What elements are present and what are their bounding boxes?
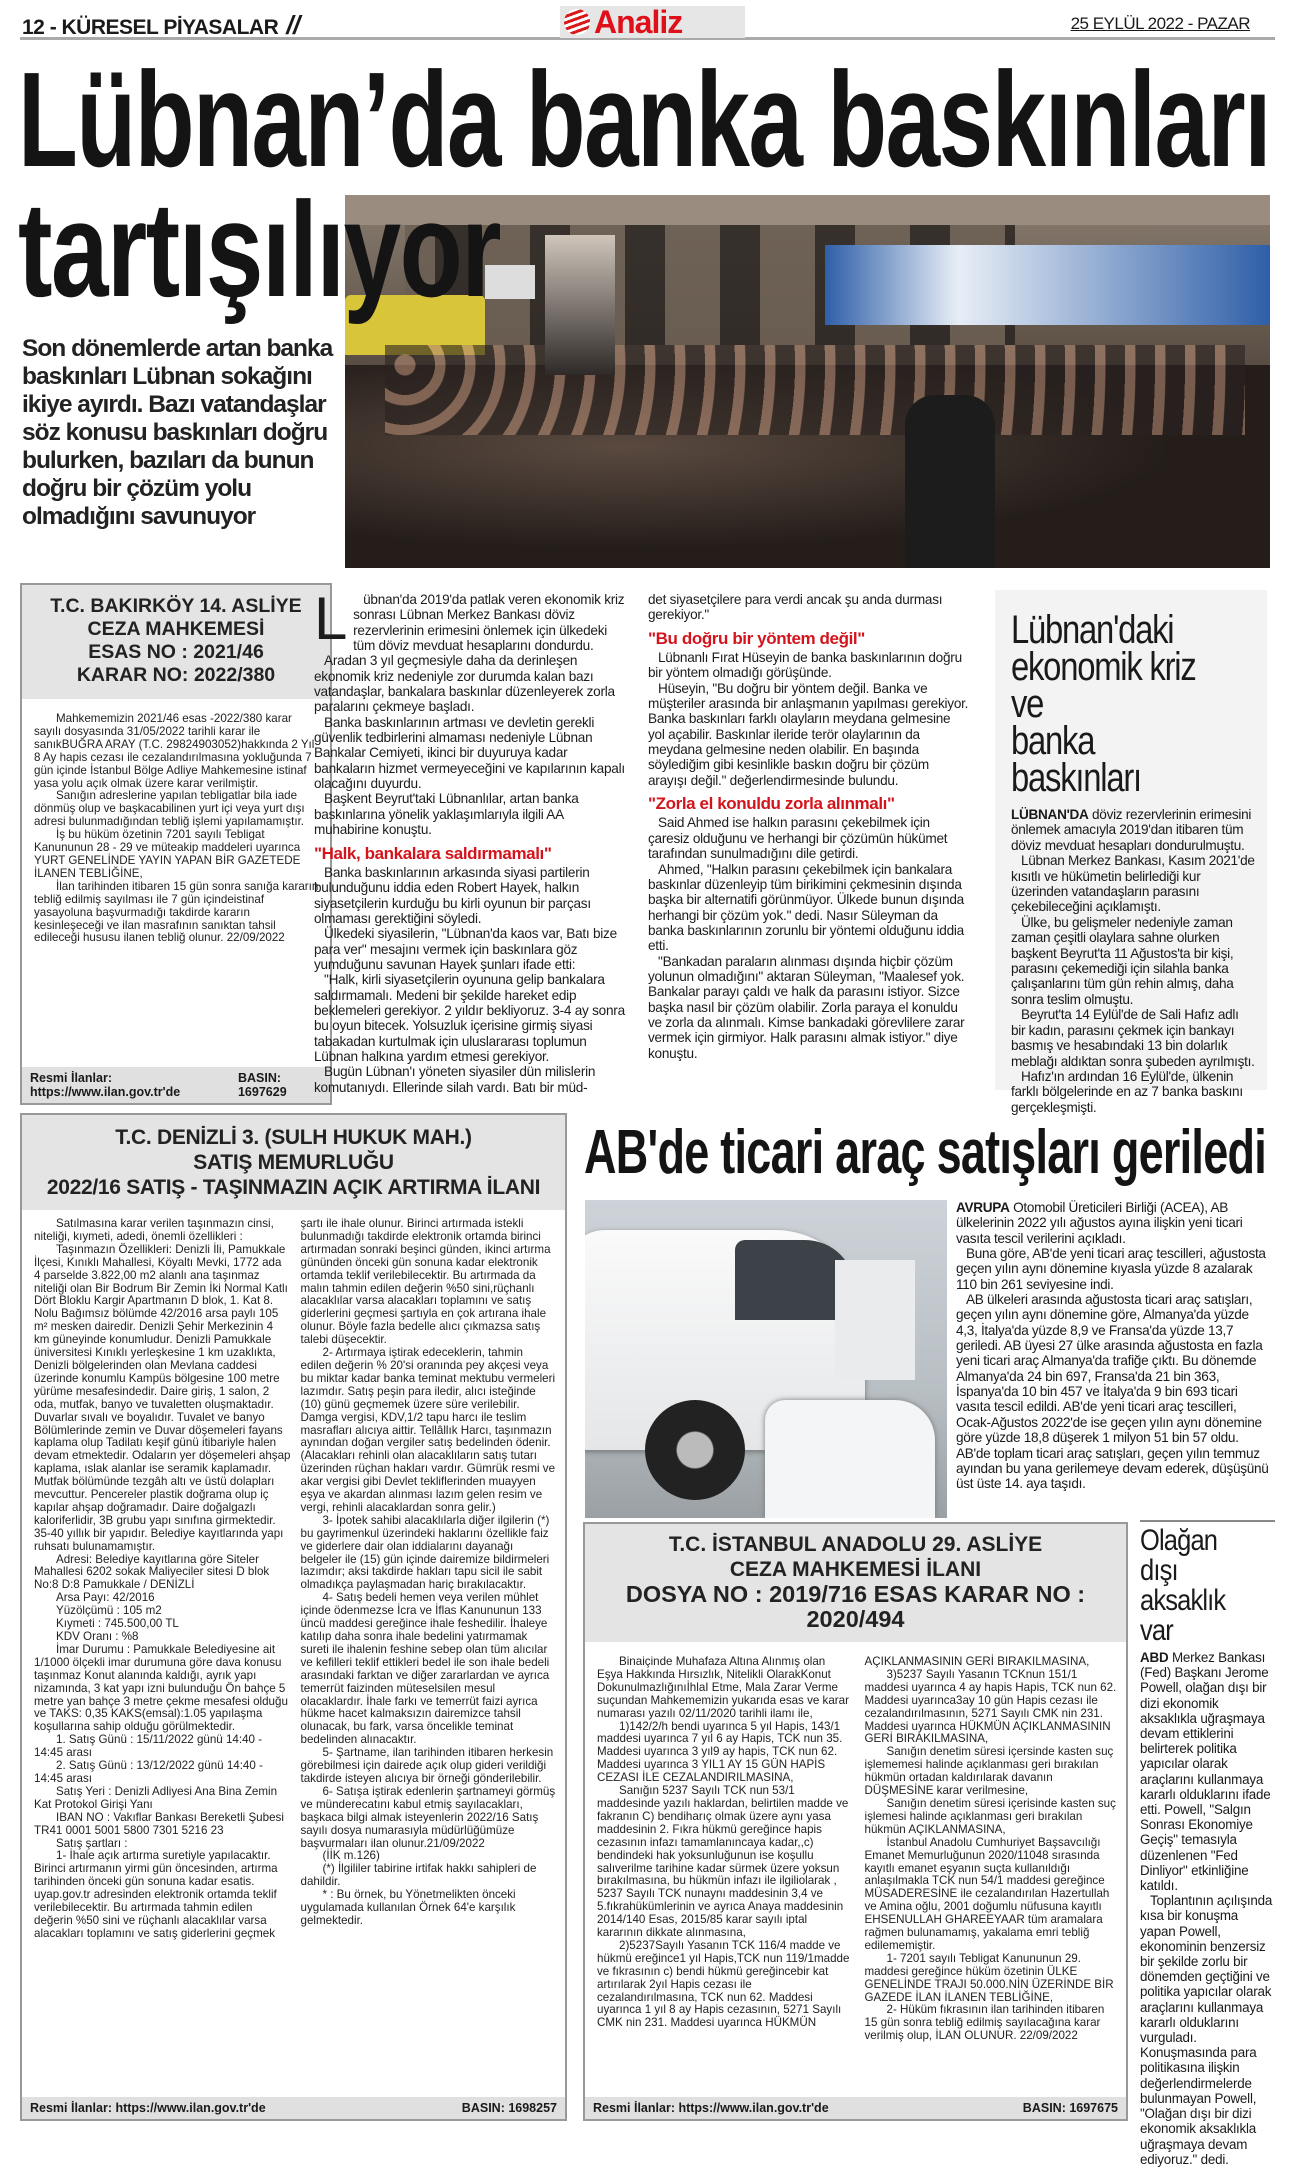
sidebar-title xyxy=(995,590,1267,800)
paragraph-text: 2)5237Sayılı Yasanın TCK 116/4 madde ve hükmü ereğince1 yıl Hapis,TCK nun 119/1madde ve fıkrasının c) bendi hükmü gereğincebir kat artırılarak 2yıl Hapis cezası ile cezalandırılmasına, TCK nun 62. Maddesi uyarınca 1 yıl 8 ay Hapis cezasının, 5271 Sayılı CMK nin 231. Maddesi uyarınca HÜKMÜN xyxy=(597,1938,850,2030)
paragraph xyxy=(865,1953,1119,2005)
notice-title: T.C. İSTANBUL ANADOLU 29. ASLİYE xyxy=(668,1533,1043,1556)
paragraph-text: 1)142/2/h bendi uyarınca 5 yıl Hapis, 143/1 maddesi uyarınca 7 yıl 6 ay Hapis, TCK nun 35. Maddesi uyarınca 3 yıl9 ay hapis, TCK nun 62. Maddesi uyarınca 3 YIL1 AY 15 GÜN HAPİS CEZASI İLE CEZALANDIRILMASINA, xyxy=(597,1719,843,1785)
paragraph-text: 2- Artırmaya iştirak edeceklerin, tahmin edilen değerin % 20'si oranında pey akçesi veya bu miktar kadar banka teminat mektubu vermeleri lazımdır. Satış peşin para iledir, alıcı isteğinde (10) günü geçmemek üzere süre verilebilir. Damga vergisi, KDV,1/2 tapu harcı ile teslim masrafları alıcıya aittir. Tellâllık Harcı, taşınmazın aynından doğan vergiler satış bedelinden ödenir. (Alacakları rehinli olan alacaklıların satış tutarı üzerinden rüçhan hakları vardır. Gümrük resmi ve akar vergisi gibi Devlet tekliflerinden muayyen eşya ve akardan alınması lazım gelen resim ve vergi, rehinli alacaklardan sonra gelir.) xyxy=(300,1346,556,1514)
paragraph xyxy=(648,815,970,861)
ilan-link[interactable]: Resmi İlanlar: https://www.ilan.gov.tr'de xyxy=(593,2101,829,2115)
newspaper-logo xyxy=(560,6,745,38)
headline-line-2: tartışılıyor xyxy=(18,174,500,325)
paragraph xyxy=(301,1786,558,1851)
paragraph-text: Satış şartları : xyxy=(56,1836,128,1850)
headline-line-1: Lübnan’da banka baskınları xyxy=(18,44,1270,195)
sidebar-text xyxy=(995,797,1267,1115)
fed-headline-line: Olağan dışı xyxy=(1140,1524,1218,1587)
paragraph-text: "Bu doğru bir yöntem değil" xyxy=(648,628,865,648)
sidebar-box xyxy=(995,590,1267,1115)
istanbul-court-notice xyxy=(583,1522,1128,2121)
paragraph-text: Lübnan Merkez Bankası, Kasım 2021'de kısıtlı ve hükümetin belirlediği kur üzerinden vatandaşların parasını çekebileceğini açıklamıştı. xyxy=(1011,853,1255,915)
paragraph xyxy=(301,1515,558,1592)
paragraph-text: 3- İpotek sahibi alacaklılarla diğer ilgilerin (*) bu gayrimenkul üzerindeki haklarını özellikle faiz ve giderlere dair olan iddialarını dayanağı belgeler ile (15) gün içinde dairemize bildirmeleri lazımdır; aksi takdirde hakları tapu sicil ile sabit olmadıkça paylaşmadan hariç bırakılacaktır. xyxy=(300,1513,550,1592)
ilan-link[interactable]: Resmi İlanlar: https://www.ilan.gov.tr'de xyxy=(30,2101,266,2115)
notice-title: CEZA MAHKEMESİ xyxy=(87,618,265,640)
paragraph-text: Yüzölçümü : 105 m2 xyxy=(56,1604,162,1618)
notice-body xyxy=(22,699,330,945)
paragraph-text: İstanbul Anadolu Cumhuriyet Başsavcılığı Emanet Memurluğunun 2020/11048 sırasında kayıtlı emanet eşyanın suçta kullanıldığı anlaşılmakla TCK nun 54/1 maddesi gereğince MÜSADERESİNE ile cezalandırılan Hazertullah ve Amina oğlu, 2001 doğumlu nüfusuna kayıtlı EHSENULLAH GHAREEYAAR tüm aramalara rağmen bulunamamış, yakalama emri tebliğ edilememiştir. xyxy=(864,1835,1110,1952)
paragraph-text: Sanığın 5237 Sayılı TCK nun 53/1 maddesinde yazılı haklardan, belirtilen madde ve fakranın C) bendiharıç olmak üzere aynı yasa maddesinin 2. Fıkra hükmü gereğince hapis cezasının infazı tamamlanıncaya kadar,,c) bendindeki hak yoksunluğunun ise koşullu salıverilme tarihine kadar sürmek üzere yoksun bırakılmasına, bu hükmün infazı ile ilgiliolarak , 5237 Sayılı TCK nunaynı maddesinin 3,4 ve 5.fıkrahükümlerinin ve ayrıca Anaya maddesinin 2014/140 Esas, 2015/85 karar sayılı iptal kararının dikkate alınmasına, xyxy=(597,1784,849,1940)
globe-icon xyxy=(564,9,590,35)
paragraph xyxy=(34,1218,291,1244)
paragraph xyxy=(34,1760,291,1786)
paragraph xyxy=(1011,853,1255,915)
paragraph-text: "Halk, kirli siyasetçilerin oyununa gelip bankalara saldırmamalı. Medeni bir şekilde hareket edip beklemeleri gerekiyor. 2 yıldır bekliyoruz. 3-4 ay sonra bu oyun bitecek. Yolsuzluk içerisine girmiş siyasi tabakadan kurtulmak için uluslararası toplumun Lübnan halkına yardım etmesi gerekiyor. xyxy=(314,972,625,1064)
lead-word: LÜBNAN'DA xyxy=(1011,807,1089,822)
paragraph-text: Taşınmazın Özellikleri: Denizli İli, Pamukkale İlçesi, Kınıklı Mahallesi, Köyaltı Mevki, 1772 ada 4 parselde 3.822,00 m2 alanlı ana taşınmaz niteliği olan Bir Bodrum Bir Zemin İki Normal Katlı Dört Bloklu Kargir Apartmanın D blok, 1. Kat 8. Nolu Bağımsız bölümde 42/2016 arsa paylı 105 m² mesken dairedir. Denizli Şehir Merkezinin 4 km güneyinde konumludur. Denizli Pamukkale üniversitesi Kınıklı yerleşkesine 1 km uzaklıkta, Denizli bölgelerinden olan Mevlana caddesi üzerinde konumlu Kampüs bölgesine 100 metre yürüme mesafesindedir. Daire giriş, 1 salon, 2 oda, mutfak, banyo ve tuvaletten oluşmaktadır. Duvarlar sıvalı ve boyalıdır. Tuvalet ve banyo Bölümlerinde zemin ve Duvar döşemeleri fayans kaplama olup Tadilatı keşif günü itibariyle halen devam etmektedir. Odaların yer döşemeleri ahşap kaplama, ıslak alanlar ise seramik kaplamadır. Mutfak bölümünde tezgâh altı ve üstü dolapları mevcuttur. Pencereler plastik doğrama olup iç kapılar ahşap doğramadır. Daire doğalgazlı kaloriferlidir, 3B grubu yapı sınıfına girmektedir. 35-40 yıllık bir yapıdır. Belediye kayıtlarında yapı ruhsatı bulunamamıştır. xyxy=(34,1242,291,1553)
paragraph xyxy=(301,1347,558,1515)
paragraph xyxy=(956,1246,1270,1292)
fed-article-text xyxy=(1140,1646,1275,2167)
section-slashes: // xyxy=(286,10,300,40)
paragraph-text: 1. Satış Günü : 15/11/2022 günü 14:40 - 14:45 arası xyxy=(34,1733,263,1760)
denizli-auction-notice xyxy=(20,1113,567,2121)
paragraph xyxy=(314,1064,630,1095)
notice-subtitle: 2022/16 SATIŞ - TAŞINMAZIN AÇIK ARTIRMA İLANI xyxy=(46,1176,541,1199)
notice-footer xyxy=(585,2097,1126,2119)
paragraph-text: 1- 7201 sayılı Tebligat Kanununun 29. maddesi gereğince hüküm özetinin ÜLKE GENELİNDE TRAJI 50.000.NİN ÜZERİNDE BİR GAZEDE İLAN İLANEN TEBLİĞİNE, xyxy=(864,1951,1114,2004)
paragraph-text: Hafız'ın ardından 16 Eylül'de, ülkenin farklı bölgelerinde en az 7 banka baskını gerçekleşmişti. xyxy=(1011,1068,1243,1115)
paragraph xyxy=(597,1785,851,1940)
paragraph xyxy=(865,1746,1119,1798)
paragraph xyxy=(314,865,630,926)
notice-footer xyxy=(22,1067,330,1103)
paragraph xyxy=(34,713,320,790)
paragraph-text: Satış Yeri : Denizli Adliyesi Ana Bina Zemin Kat Protokol Girişi Yanı xyxy=(34,1784,278,1811)
article-column-2 xyxy=(648,592,970,1061)
paragraph-text: 1- İhale açık artırma suretiyle yapılacaktır. Birinci artırmanın yirmi gün öncesinden, artırma tarihinden önceki gün sonuna kadar esatis. uyap.gov.tr adresinden elektronik ortamda teklif verilebilecektir. Bu artırmada tahmin edilen değerin %50 sini ve rüçhanlı alacaklılar varsa alacakları toplamını ve satış giderlerini geçmek xyxy=(34,1849,278,1940)
paragraph-text: İş bu hüküm özetinin 7201 sayılı Tebligat Kanununun 28 - 29 ve müteakip maddeleri uyarınca YURT GENELİNDE YAYIN YAPAN BİR GAZETEDE İLANEN TEBLİĞİNE, xyxy=(34,828,301,880)
notice-header xyxy=(22,585,330,699)
paragraph-text: Sanığın denetim süresi içerisinde kasten suç işlemesi halinde açıklanması geri bırakılan hükmün AÇIKLANMASINA, xyxy=(864,1796,1116,1836)
paragraph xyxy=(301,1592,558,1747)
notice-column xyxy=(301,1218,558,1941)
lead-word: AVRUPA xyxy=(956,1200,1010,1215)
paragraph-text: Ülkedeki siyasilerin, "Lübnan'da kaos var, Batı bize para ver" mesajını vermek için baskınlara göz yumduğunu savunan Hayek şunları ifade etti: xyxy=(314,926,617,972)
fed-headline-line: aksaklık var xyxy=(1140,1584,1226,1647)
paragraph-text: "Halk, bankalara saldırmamalı" xyxy=(314,843,552,863)
notice-title: T.C. DENİZLİ 3. (SULH HUKUK MAH.) xyxy=(115,1126,472,1149)
paragraph-text: 4- Satış bedeli hemen veya verilen mühlet içinde ödenmezse İcra ve İflas Kanununun 133 üncü maddesi gereğince ihale feshedilir. İhaleye katılıp daha sonra ihale bedelini yatırmamak sureti ile ihalenin feshine sebep olan tüm alıcılar ve kefilleri teklif ettikleri bedel ile son ihale bedeli arasındaki farktan ve diğer zararlardan ve ayrıca temerrüt faizinden müteselsilen mesul olacaklardır. İhale farkı ve temerrüt faizi ayrıca hükme hacet kalmaksızın dairemizce tahsil olunacak, bu fark, varsa öncelikle teminat bedelinden alınacaktır. xyxy=(300,1591,550,1747)
paragraph-text: Binaiçinde Muhafaza Altına Alınmış olan Eşya Hakkında Hırsızlık, Nitelikli OlarakKonut DokunulmazlığınıİhlaI Etme, Mala Zarar Verme suçundan Mahkememizin yukarıda esas ve karar numarası yazılı 02/11/2020 tarihli ilamı ile, xyxy=(597,1655,849,1720)
section-label xyxy=(22,10,300,41)
paragraph-text: Adresi: Belediye kayıtlarına göre Siteler Mahallesi 6202 sokak Maliyeciler sitesi D blok No:8 D:8 Pamukkale / DENİZLİ xyxy=(34,1552,270,1592)
page-header xyxy=(20,0,1275,40)
paragraph xyxy=(648,592,970,623)
paragraph xyxy=(314,791,630,837)
paragraph-text: 2. Satış Günü : 13/12/2022 günü 14:40 - 14:45 arası xyxy=(34,1759,263,1785)
paragraph xyxy=(34,1554,291,1593)
paragraph-text: Ülke, bu gelişmeler nedeniyle zaman zaman çeşitli olaylara sahne olurken başkent Beyrut'ta 11 Ağustos'ta bir kişi, parasını çekemediği için silahla banka çalışanlarını tüm gün rehin almış, daha sonra teslim olmuştu. xyxy=(1011,914,1234,1007)
paragraph-text: Sanığın adreslerine yapılan tebligatlar bila iade dönmüş olup ve başkacabilinen yurt içi veya yurt dışı adresi bulunmadığından tebliğ işlemi yapılamamıştır. xyxy=(34,789,305,829)
basin-number: BASIN: 1697675 xyxy=(1022,2101,1118,2115)
paragraph-text: "Zorla el konuldu zorla alınmalı" xyxy=(648,794,895,814)
notice-title: CEZA MAHKEMESİ İLANI xyxy=(729,1558,982,1581)
paragraph-text: IBAN NO : Vakıflar Bankası Bereketli Şubesi TR41 0001 5001 5800 7301 5216 23 xyxy=(34,1810,284,1837)
paragraph-text: Kıymeti : 745.500,00 TL xyxy=(56,1617,179,1631)
notice-esas-no: ESAS NO : 2021/46 xyxy=(88,641,264,663)
basin-number: BASIN: 1697629 xyxy=(237,1071,287,1099)
notice-column xyxy=(597,1656,851,2043)
fed-article xyxy=(1140,1520,1275,2167)
paragraph-text: Arsa Payı: 42/2016 xyxy=(56,1591,155,1605)
sidebar-title-line: ekonomik kriz ve xyxy=(1011,645,1196,726)
notice-header xyxy=(585,1524,1126,1642)
paragraph xyxy=(865,1798,1119,1837)
notice-title: T.C. BAKIRKÖY 14. ASLİYE xyxy=(50,595,302,617)
notice-title: SATIŞ MEMURLUĞU xyxy=(193,1151,394,1174)
paragraph xyxy=(301,1218,558,1347)
article-lead: Son dönemlerde artan banka baskınları Lübnan sokağını ikiye ayırdı. Bazı vatandaşlar söz konusu baskınları doğru bulurken, bazıları da bunun doğru bir çözüm yolu olmadığını savunuyor xyxy=(22,335,333,530)
subheading xyxy=(648,794,970,814)
fed-headline xyxy=(1140,1522,1275,1646)
paragraph-text: Lübnanlı Fırat Hüseyin de banka baskınlarının doğru bir yöntem olmadığı görüşünde. xyxy=(648,650,962,681)
notice-column xyxy=(34,1218,291,1941)
paragraph-text: döviz rezervlerinin erimesini önlemek amacıyla 2019'dan itibaren tüm döviz mevduat hesapları dondurulmuştu. xyxy=(1011,807,1252,853)
paragraph xyxy=(34,881,320,946)
sidebar-title-line: Lübnan'daki xyxy=(1011,608,1174,652)
paragraph xyxy=(34,790,320,829)
paragraph-text: AÇIKLANMASININ GERİ BIRAKILMASINA, xyxy=(864,1655,1090,1668)
paragraph xyxy=(34,1734,291,1760)
paragraph xyxy=(314,585,630,654)
paragraph-text: KDV Oranı : %8 xyxy=(56,1630,139,1643)
paragraph xyxy=(34,1786,291,1812)
paragraph-text: 2- Hüküm fıkrasının ilan tarihinden itibaren 15 gün sonra tebliğ edilmiş sayılacağına karar verilmiş olup, İLAN OLUNUR. 22/09/2022 xyxy=(864,2003,1105,2043)
paragraph xyxy=(34,1812,291,1838)
basin-number: BASIN: 1698257 xyxy=(461,2101,557,2115)
paragraph-text: Beyrut'ta 14 Eylül'de de Sali Hafız adlı bir kadın, parasını çekmek için bankayı basmış ve hesabındaki 13 bin dolarlık meblağı aldıktan sonra şubeden ayrılmıştı. xyxy=(1011,1007,1255,1069)
paragraph xyxy=(1011,1069,1255,1115)
paragraph-text: * : Bu örnek, bu Yönetmelikten önceki uygulamada kullanılan Örnek 64'e karşılık gelmektedir. xyxy=(300,1888,516,1927)
paragraph xyxy=(597,1656,851,1721)
paragraph xyxy=(648,862,970,954)
paragraph xyxy=(301,1747,558,1786)
paragraph-text: Otomobil Üreticileri Birliği (ACEA), AB ülkelerinin 2022 yılı ağustos ayına ilişkin yeni ticari vasıta tescil verilerini açıkladı. xyxy=(956,1200,1243,1246)
paragraph-text: übnan'da 2019'da patlak veren ekonomik kriz sonrası Lübnan Merkez Bankası döviz rezervlerinin erimesini önlemek için ülkedeki tüm döviz mevduat hesaplarını dondurdu. xyxy=(353,592,625,654)
paragraph xyxy=(301,1863,558,1889)
paragraph xyxy=(648,681,970,788)
paragraph xyxy=(34,1244,291,1554)
paragraph-text: Banka baskınlarının arkasında siyasi partilerin bulunduğunu iddia eden Robert Hayek, halkın siyasetçilerin kurduğu bu kirli oyunun bir parçası olmaması gerektiğini söyledi. xyxy=(314,864,591,926)
drop-cap: L xyxy=(314,585,348,652)
subheading xyxy=(314,843,630,863)
paragraph-text: Aradan 3 yıl geçmesiyle daha da derinleşen ekonomik kriz nedeniyle zor durumda kalan bazı vatandaşlar, bankalara baskınlar düzenleyerek zorla paralarını çekmeye başladı. xyxy=(314,653,615,715)
paragraph xyxy=(314,926,630,972)
paragraph xyxy=(34,829,320,881)
paragraph-text: Buna göre, AB'de yeni ticari araç tescilleri, ağustosta geçen yılın aynı dönemine kıyasla yüzde 8 azalarak 110 bin 261 seviyesine indi. xyxy=(956,1246,1266,1292)
paragraph-text: Banka baskınlarının artması ve devletin gerekli güvenlik tedbirlerini almaması nedeniyle Lübnan Bankalar Cemiyeti, ikinci bir duyuruya kadar bankaların hizmet vermeyeceğini ve kapılarının kapalı olacağını duyurdu. xyxy=(314,714,625,792)
paragraph xyxy=(314,972,630,1064)
lead-word: ABD xyxy=(1140,1650,1169,1665)
paragraph-text: "Bankadan paraların alınması dışında hiçbir çözüm yolunun olmadığını" aktaran Süleyman, "Maalesef yok. Bankalar parayı çaldı ve halk da parasını istiyor. Sizce başka nasıl bir çözüm olabilir. Zorla paraya el konuldu ve zorla da alınmalı. Kimse bankadaki görevlilere zarar vermek için girmiyor. Halk parasını almak istiyor." diye konuştu. xyxy=(648,953,965,1061)
paragraph xyxy=(1011,807,1255,853)
paragraph-text: Satılmasına karar verilen taşınmazın cinsi, niteliği, kıymeti, adedi, önemli özellikleri : xyxy=(34,1217,274,1243)
paragraph xyxy=(34,1850,291,1940)
paragraph xyxy=(956,1292,1270,1491)
sidebar-title-line: banka baskınları xyxy=(1011,719,1141,800)
paragraph-text: Başkent Beyrut'taki Lübnanlılar, artan banka baskınlarına yönelik yaklaşımlarıyla ilgili AA muhabirine konuştu. xyxy=(314,791,579,838)
paragraph xyxy=(865,1669,1119,1746)
paragraph-text: İlan tarihinden itibaren 15 gün sonra sanığa kararın tebliğ edilmiş sayılması ile 7 gün içindeistinaf yasayoluna başvurmadığı takdirde kararın kesinleşeceği ve ilan masrafının sanıktan tahsil edileceği hususu ilanen tebliğ olunur. 22/09/2022 xyxy=(34,879,319,945)
paragraph-text: 6- Satışa iştirak edenlerin şartnameyi görmüş ve münderecatını kabul etmiş sayılacakları, başkaca bilgi almak isteyenlerin 2022/16 Satış sayılı dosya numarasıyla müdürlüğümüze başvurmaları ilan olunur.21/09/2022 xyxy=(300,1784,556,1850)
paragraph xyxy=(597,1721,851,1786)
notice-footer xyxy=(22,2097,565,2119)
paragraph xyxy=(865,1837,1119,1953)
paragraph-text: (İİK m.126) xyxy=(322,1849,380,1863)
paragraph xyxy=(301,1889,558,1928)
paragraph-text: şartı ile ihale olunur. Birinci artırmada istekli bulunmadığı takdirde elektronik ortamda birinci artırmadan sonraki beşinci günden, ikinci artırma gününden önceki gün sonuna kadar elektronik ortamda teklif verilebilecektir. Bu artırmada da malın tahmin edilen değerin %50 sini,rüçhanlı alacaklılar varsa alacakları toplamını ve satış giderlerini geçmesi şartıyla en çok artırana ihale olunur. Böyle fazla bedelle alıcı çıkmazsa satış talebi düşecektir. xyxy=(300,1217,551,1347)
notice-body xyxy=(585,1642,1126,2043)
ab-article-text xyxy=(956,1200,1270,1492)
paragraph-text: 3)5237 Sayılı Yasanın TCKnun 151/1 maddesi uyarınca 4 ay hapis Hapis, TCK nun 62. Maddesi uyarınca3ay 10 gün Hapis cezası ile cezalandırılmasının, 5271 Sayılı CMK nin 231. Maddesi uyarınca HÜKMÜN AÇIKLANMASININ GERİ BIRAKILMASINA, xyxy=(864,1667,1117,1746)
paragraph xyxy=(648,650,970,681)
paragraph xyxy=(1140,1650,1275,1893)
notice-case-numbers: DOSYA NO : 2019/716 ESAS KARAR NO : 2020/494 xyxy=(625,1581,1086,1632)
paragraph xyxy=(314,653,630,714)
bakirkoy-court-notice xyxy=(20,583,332,1105)
paragraph xyxy=(1011,1007,1255,1069)
notice-column xyxy=(865,1656,1119,2043)
paragraph-text: Hüseyin, "Bu doğru bir yöntem değil. Banka ve müşteriler arasında bir anlaşmanın yapılması gerekiyor. Banka baskınları farklı olayların meydana gelmesine yol açabilir. Baskınlar ileride terör olaylarının da meydana gelmesine neden olabilir. En başında söylediğim gibi kesinlikle baskın doğru bir çözüm arayışı değil." değerlendirmesinde bulundu. xyxy=(648,680,969,788)
subheading xyxy=(648,628,970,648)
logo-text: Analiz xyxy=(594,4,683,40)
paragraph-text: Toplantının açılışında kısa bir konuşma yapan Powell, ekonominin benzersiz bir şekilde zorlu bir dönemden geçtiğini ve politika yapıcılar olarak araçlarını kullanmaya kararlı olduklarını vurguladı. Konuşmasında para politikasına ilişkin değerlendirmelerde bulunmayan Powell, "Olağan dışı bir dizi ekonomik aksaklıkla uğraşmaya devam ediyoruz." dedi. xyxy=(1140,1893,1273,2167)
paragraph xyxy=(648,954,970,1061)
paragraph xyxy=(1011,915,1255,1007)
paragraph-text: Merkez Bankası (Fed) Başkanı Jerome Powell, olağan dışı bir dizi ekonomik aksaklıkla uğraşmaya devam ettiklerini belirterek politika yapıcılar olarak araçlarını kullanmaya kararlı olduklarını ifade etti. Powell, "Salgın Sonrası Ekonomiye Geçiş" temasıyla düzenlenen "Fed Dinliyor" etkinliğine katıldı. xyxy=(1140,1650,1271,1894)
commercial-vans-photo xyxy=(585,1200,947,1518)
paragraph-text: Mahkememizin 2021/46 esas -2022/380 karar sayılı dosyasında 31/05/2022 tarihli karar ile sanıkBUĞRA ARAY (T.C. 29824903052)hakkında 2 Yıl 8 Ay hapis cezası ile cezalandırılmasına yokluğunda 7 gün içinde İstanbul Bölge Adliye Mahkemesine istinaf yasa yolu açık olmak üzere karar verilmiştir. xyxy=(34,712,315,790)
article-column-1 xyxy=(314,585,630,1095)
paragraph xyxy=(597,1940,851,2030)
paragraph-text: (*) İlgililer tabirine irtifak hakkı sahipleri de dahildir. xyxy=(300,1862,537,1889)
notice-karar-no: KARAR NO: 2022/380 xyxy=(76,664,276,686)
paragraph-text: det siyasetçilere para verdi ancak şu anda durması gerekiyor." xyxy=(648,592,943,623)
paragraph xyxy=(34,1644,291,1734)
notice-body xyxy=(22,1210,565,1941)
notice-header xyxy=(22,1115,565,1210)
paragraph xyxy=(956,1200,1270,1246)
paragraph-text: AB ülkeleri arasında ağustosta ticari araç satışları, geçen yılın aynı dönemine göre, Almanya'da yüzde 4,3, İtalya'da yüzde 8,9 ve Fransa'da yüzde 13,7 geriledi. AB üyesi 27 ülke arasında ağustosta en fazla yeni ticari araç Almanya'da trafiğe çıktı. Bu dönemde Almanya'da 24 bin 697, Fransa'da 21 bin 363, İspanya'da 10 bin 457 ve İtalya'da 9 bin 693 ticari vasıta tescil edildi. AB'de yeni ticari araç tescilleri, Ocak-Ağustos 2022'de ise geçen yılın aynı dönemine göre yüzde 18,8 düşerek 1 milyon 51 bin 57 oldu. AB'de toplam ticari araç satışları, geçen yılın temmuz ayından bu yana gerilemeye devam ederek, düşüşünü üst üste 14. aya taşıdı. xyxy=(956,1292,1269,1492)
paragraph-text: Sanığın denetim süresi içersinde kasten suç işlememesi halinde açıklanması geri bırakılan hükmün ortadan kaldırılarak davanın DÜŞMESİNE karar verilmesine, xyxy=(864,1745,1114,1798)
paragraph xyxy=(314,715,630,792)
paragraph-text: 5- Şartname, ilan tarihinden itibaren herkesin görebilmesi için dairede açık olup gideri verildiği takdirde isteyen alıcıya bir örneği gönderilebilir. xyxy=(300,1746,554,1785)
paragraph xyxy=(865,2004,1119,2043)
paragraph-text: Said Ahmed ise halkın parasını çekebilmek için çaresiz olduğunu ve herhangi bir çözümün hükümet tarafından sunulmadığını dile getirdi. xyxy=(648,815,948,862)
paragraph-text: Ahmed, "Halkın parasını çekebilmek için bankalara baskınlar düzenleyip tüm birikimini çekmesinin dışında başka bir alternatifi görünmüyor. Ülkede bunun dışında herhangi bir çözüm yok." dedi. Nasır Süleyman da banka baskınlarının zorunlu bir yöntemi olduğunu iddia etti. xyxy=(648,861,964,954)
paragraph-text: Bugün Lübnan'ı yöneten siyasiler dün milislerin komutanıydı. Ellerinde silah vardı. Batı bir müd- xyxy=(314,1064,596,1095)
ilan-link[interactable]: Resmi İlanlar: https://www.ilan.gov.tr'de xyxy=(30,1071,181,1099)
issue-date: 25 EYLÜL 2022 - PAZAR xyxy=(1070,14,1250,33)
paragraph-text: İmar Durumu : Pamukkale Belediyesine ait 1/1000 ölçekli imar durumuna göre dava konusu taşınmaz Konut alanında kaldığı, ayrık yapı nizamında, 3 kat yapı izni bulunduğu Ön bahçe 5 metre yan bahçe 3 metre çekme mesafesi olduğu ve TAKS: 0,35 KAKS(emsal):1.05 yapılaşma koşullarına sahip olduğu görülmektedir. xyxy=(34,1642,288,1734)
ab-headline: AB'de ticari araç satışları geriledi xyxy=(584,1118,1266,1187)
section-title: 12 - KÜRESEL PİYASALAR xyxy=(22,16,279,39)
